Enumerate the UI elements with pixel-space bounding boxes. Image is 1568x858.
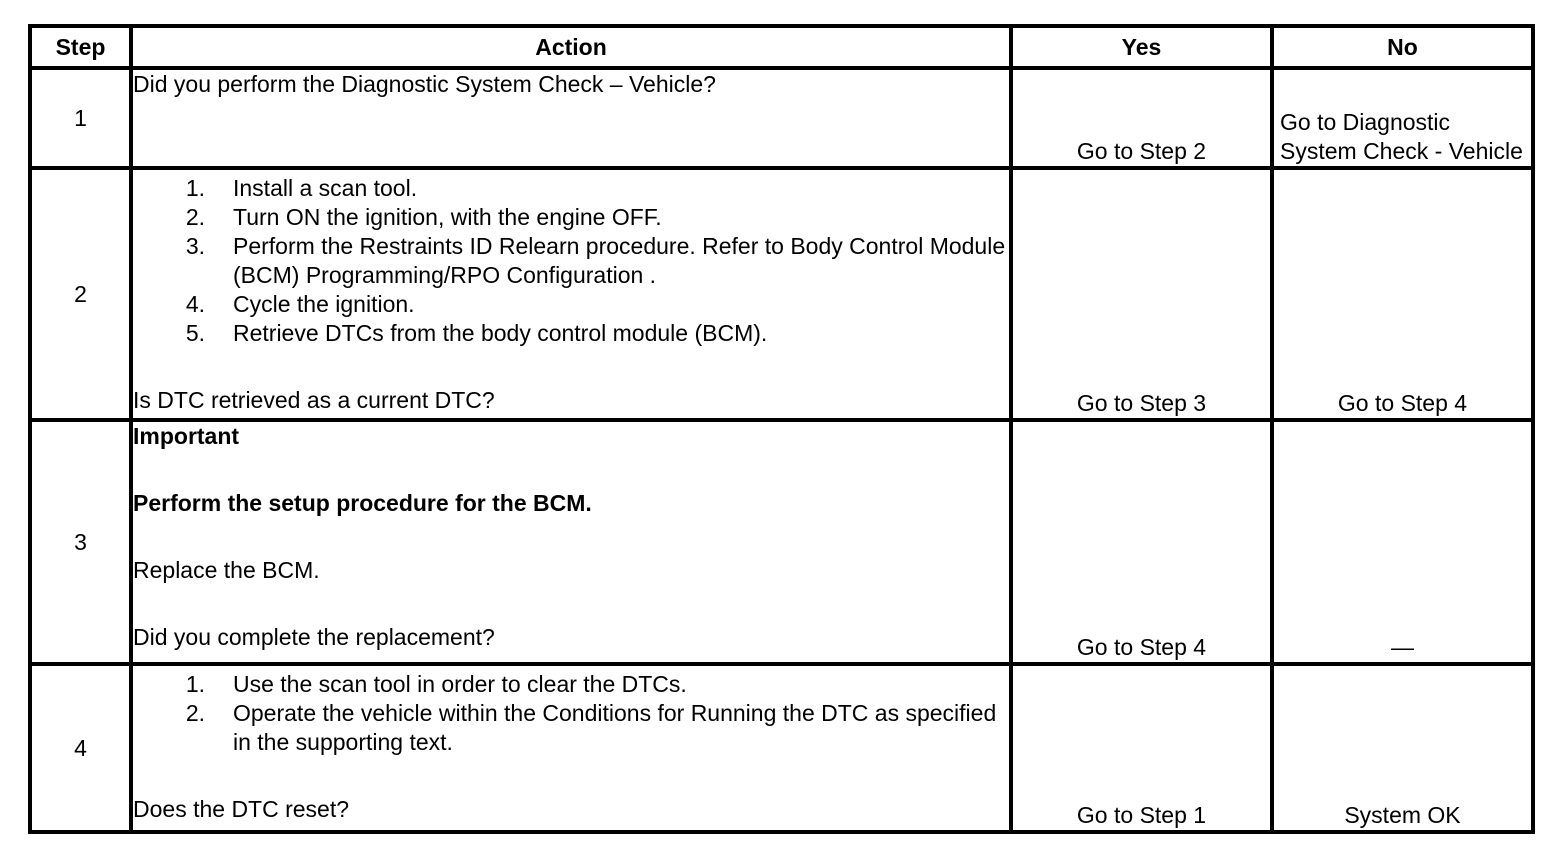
instruction-text: Replace the BCM. <box>133 557 320 583</box>
table-row <box>30 68 1533 168</box>
yes-link[interactable]: Go to Step 2 <box>1011 68 1272 168</box>
list-item: 3. Perform the Restraints ID Relearn procedure. Refer to Body Control Module (BCM) Programming/RPO Configuration . <box>185 233 1006 288</box>
table-row <box>30 420 1533 664</box>
no-link[interactable]: Go to Step 4 <box>1272 168 1533 420</box>
action-cell <box>131 168 1011 420</box>
step-number: 1 <box>30 68 131 168</box>
yes-link[interactable]: Go to Step 3 <box>1011 168 1272 420</box>
no-value: System OK <box>1272 664 1533 832</box>
question-text: Did you perform the Diagnostic System Check – Vehicle? <box>133 71 716 97</box>
list-item: 2. Operate the vehicle within the Conditions for Running the DTC as specified in the supporting text. <box>185 700 997 755</box>
list-item: 1. Install a scan tool. <box>185 175 418 201</box>
question-text: Is DTC retrieved as a current DTC? <box>133 387 495 413</box>
procedure-list <box>133 670 1009 757</box>
list-item: 2. Turn ON the ignition, with the engine OFF. <box>185 204 662 230</box>
action-cell <box>131 68 1011 168</box>
list-item: 4. Cycle the ignition. <box>185 291 415 317</box>
important-note: Perform the setup procedure for the BCM. <box>133 490 592 516</box>
header-action: Action <box>131 26 1011 68</box>
question-text: Did you complete the replacement? <box>133 624 495 650</box>
header-yes: Yes <box>1011 26 1272 68</box>
table-row <box>30 168 1533 420</box>
no-value: — <box>1272 420 1533 664</box>
header-no: No <box>1272 26 1533 68</box>
list-item: 5. Retrieve DTCs from the body control module (BCM). <box>185 320 768 346</box>
procedure-list <box>133 174 1009 348</box>
list-item: 1. Use the scan tool in order to clear the DTCs. <box>185 671 687 697</box>
yes-link[interactable]: Go to Step 1 <box>1011 664 1272 832</box>
action-cell <box>131 664 1011 832</box>
step-number: 4 <box>30 664 131 832</box>
table-row <box>30 664 1533 832</box>
action-cell <box>131 420 1011 664</box>
no-link[interactable]: Go to Diagnostic System Check - Vehicle <box>1272 68 1533 168</box>
header-row <box>30 26 1533 68</box>
header-step: Step <box>30 26 131 68</box>
diagnostic-table <box>28 24 1535 834</box>
step-number: 3 <box>30 420 131 664</box>
question-text: Does the DTC reset? <box>133 796 350 822</box>
yes-link[interactable]: Go to Step 4 <box>1011 420 1272 664</box>
important-label: Important <box>133 423 240 449</box>
step-number: 2 <box>30 168 131 420</box>
